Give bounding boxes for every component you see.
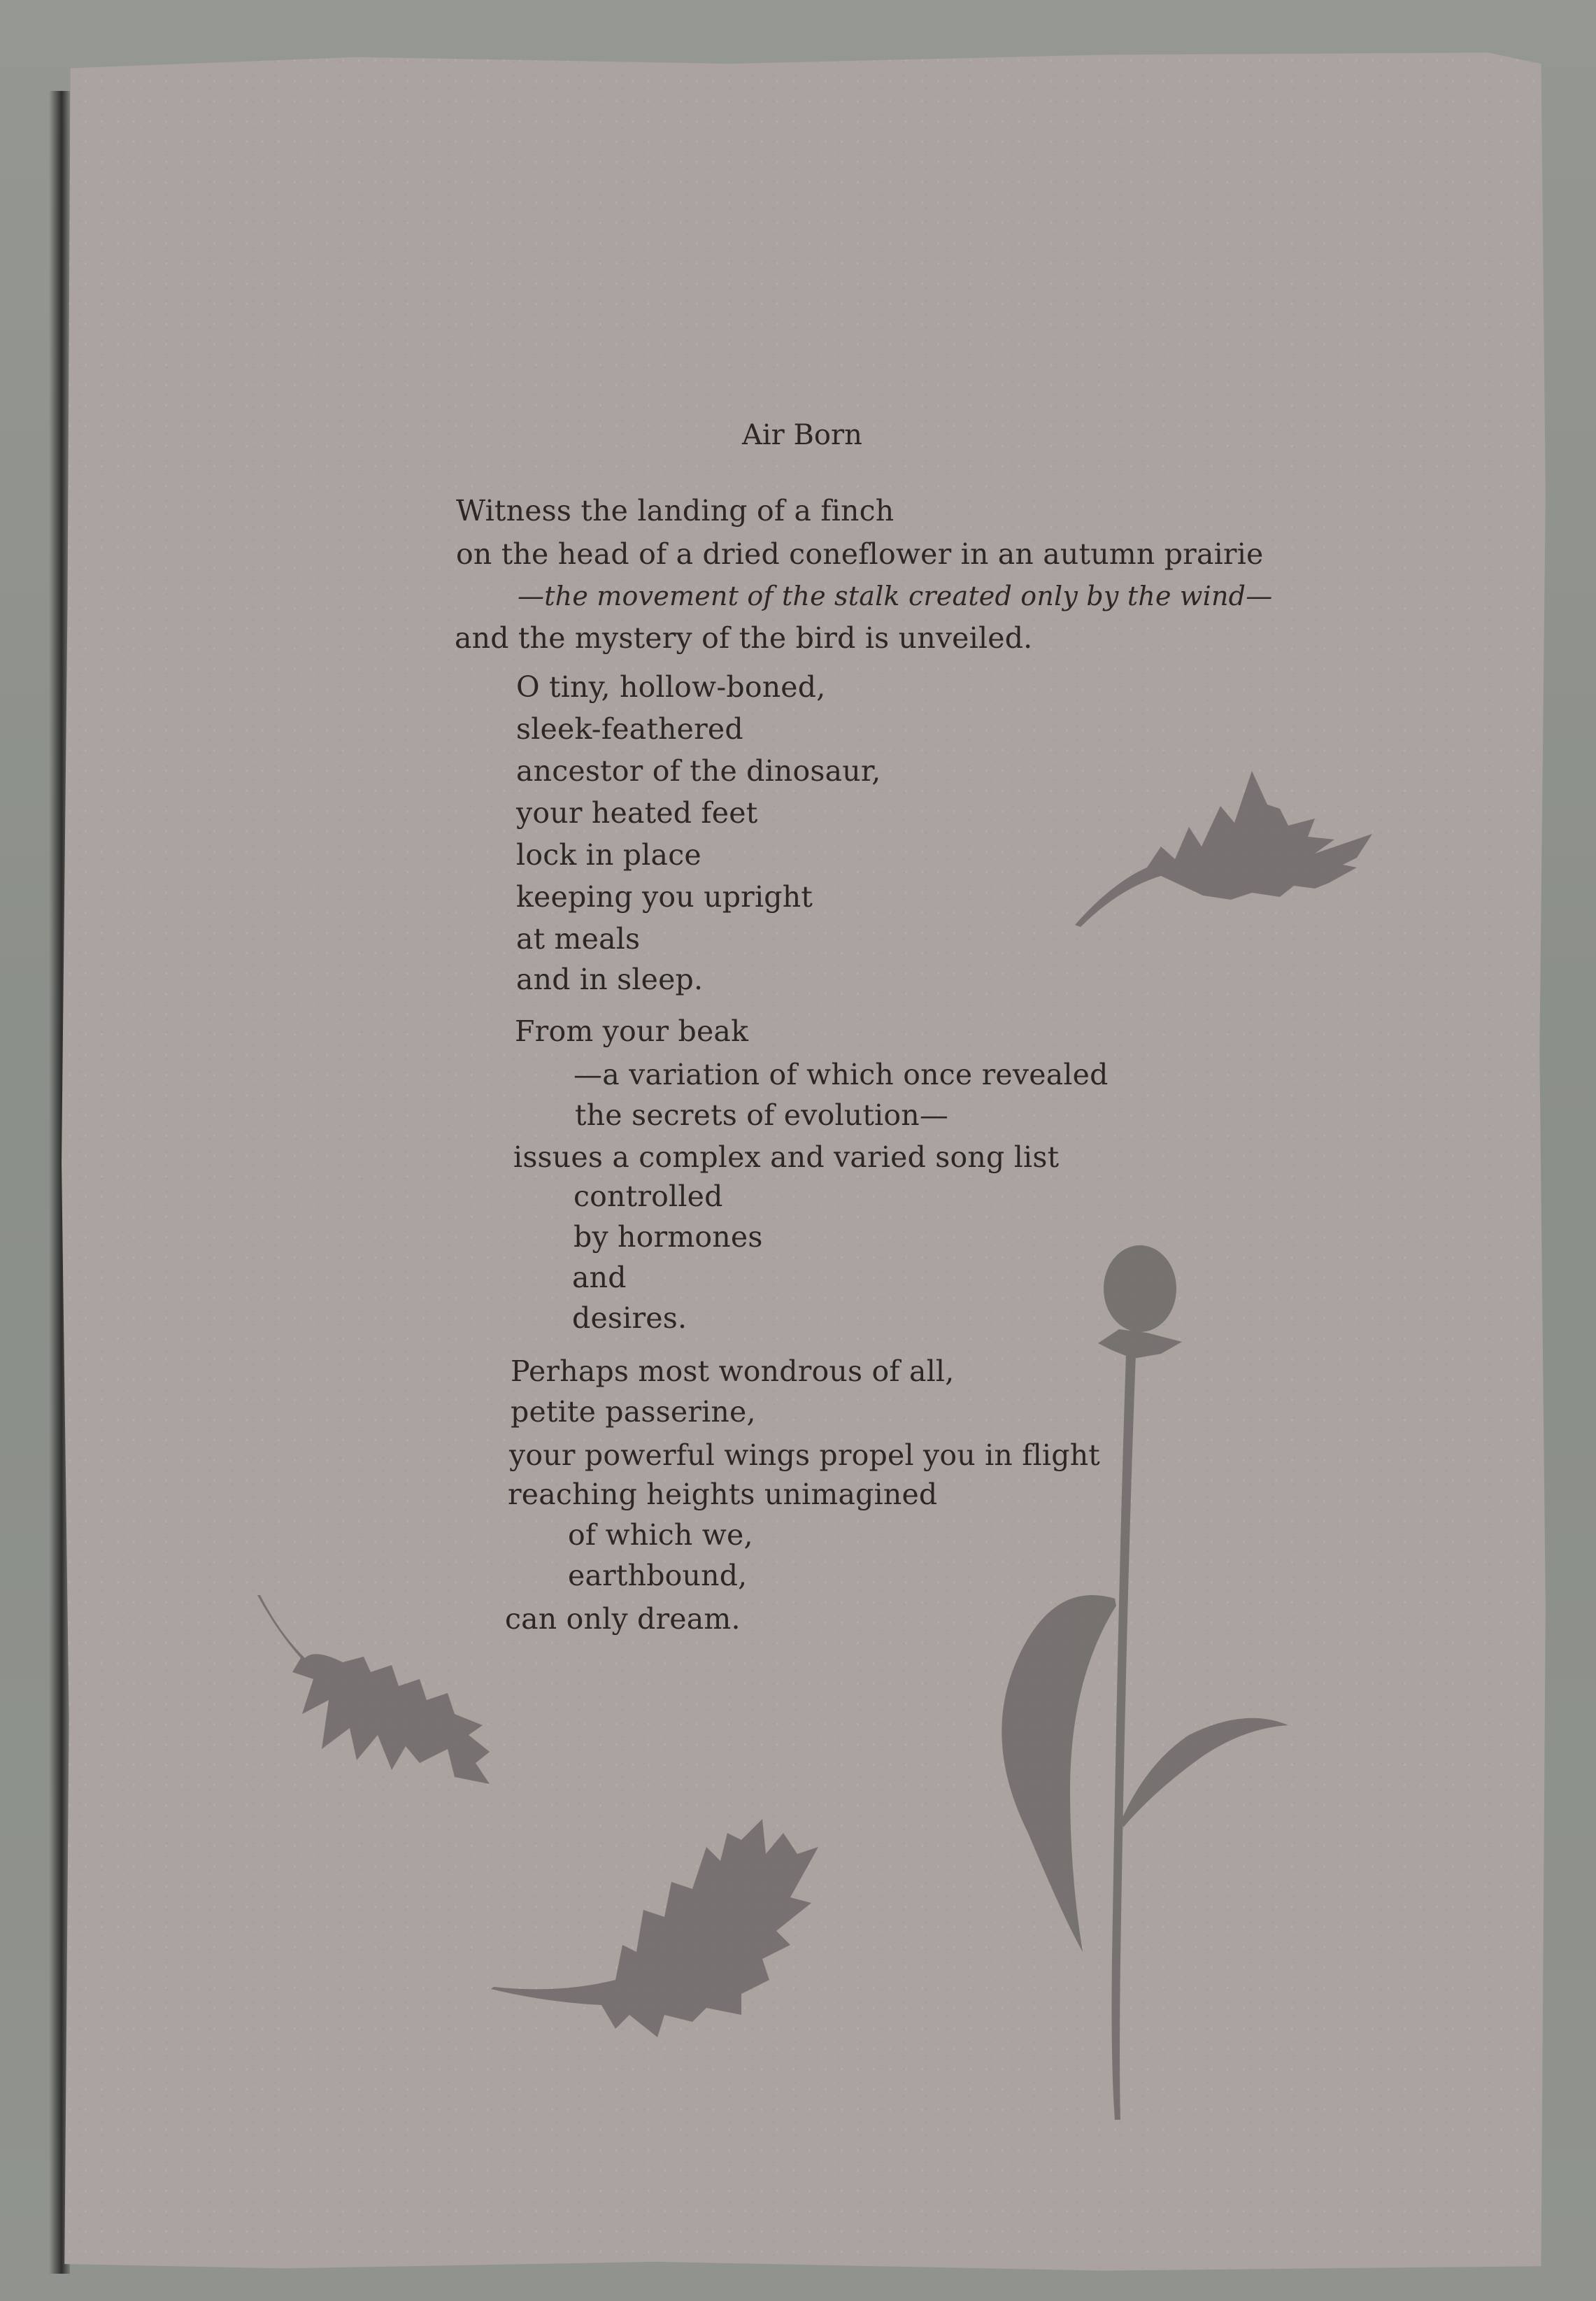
poem-line: keeping you upright — [516, 880, 813, 914]
poem-line: your powerful wings propel you in flight — [509, 1438, 1100, 1472]
poem-line: —the movement of the stalk created only by the wind— — [518, 581, 1273, 611]
poem-line: of which we, — [568, 1518, 753, 1552]
poem-line: and in sleep. — [516, 963, 704, 996]
poem-line: can only dream. — [505, 1602, 741, 1636]
poem-line: From your beak — [515, 1014, 749, 1048]
poem-line: desires. — [572, 1301, 687, 1335]
poem-line: and the mystery of the bird is unveiled. — [455, 621, 1033, 655]
poem-line: Witness the landing of a finch — [456, 494, 895, 528]
poem-line: sleek-feathered — [516, 712, 743, 746]
poem-line: by hormones — [573, 1220, 763, 1254]
poem-title: Air Born — [742, 419, 862, 451]
poem-line: the secrets of evolution— — [575, 1098, 949, 1132]
poem-line: petite passerine, — [511, 1395, 756, 1429]
poem-line: earthbound, — [568, 1559, 748, 1592]
poem-line: reaching heights unimagined — [508, 1478, 938, 1511]
poem-line: at meals — [516, 922, 641, 956]
poem-line: Perhaps most wondrous of all, — [511, 1354, 955, 1388]
poem-line: and — [572, 1261, 627, 1294]
poem-line: lock in place — [516, 838, 701, 872]
poem-line: controlled — [573, 1180, 723, 1213]
poem-line: on the head of a dried coneflower in an autumn prairie — [456, 537, 1264, 571]
poem-line: —a variation of which once revealed — [573, 1058, 1109, 1091]
poem-line: your heated feet — [516, 796, 758, 830]
poem-line: ancestor of the dinosaur, — [516, 754, 881, 788]
poem-line: issues a complex and varied song list — [513, 1140, 1060, 1174]
poem-line: O tiny, hollow-boned, — [516, 670, 826, 704]
